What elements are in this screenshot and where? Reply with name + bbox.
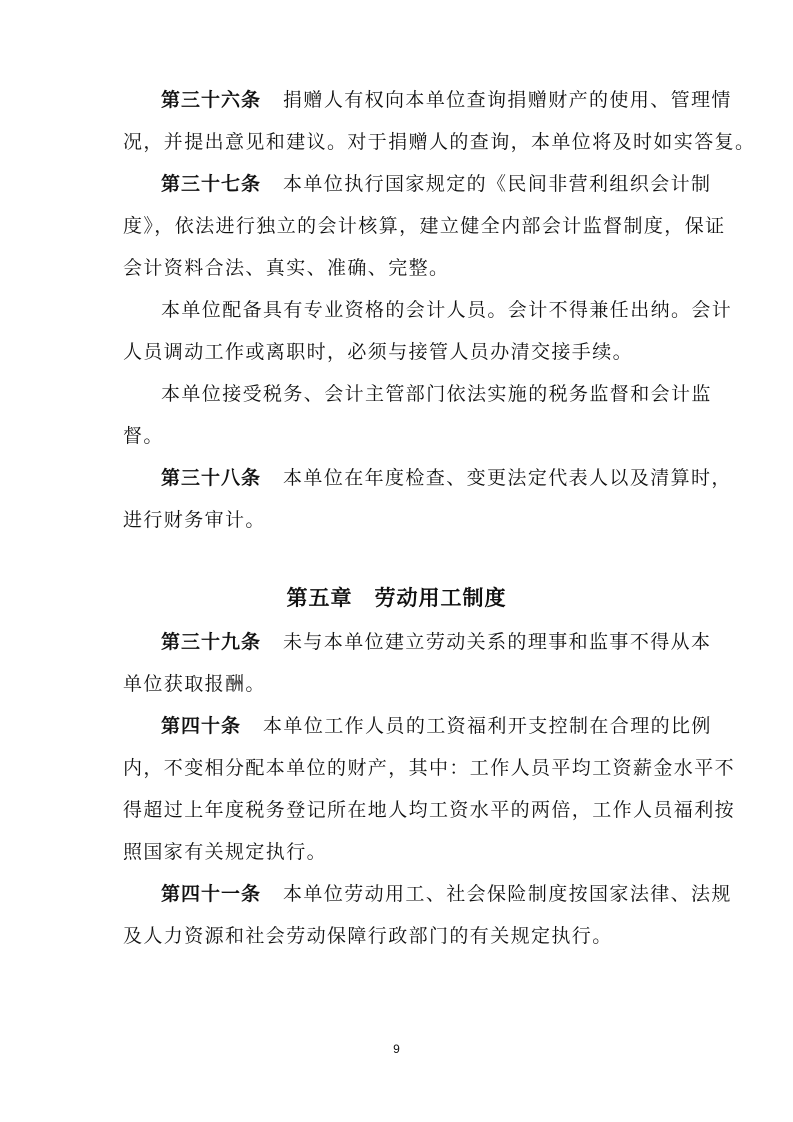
art39-line-2 bbox=[0, 672, 793, 696]
art40-line-3 bbox=[0, 798, 793, 822]
art36-text-1: 捐赠人有权向本单位查询捐赠财产的使用、管理情 bbox=[283, 89, 732, 111]
art39-text-2: 单位获取报酬。 bbox=[123, 673, 266, 695]
art37-para2-text-1: 本单位配备具有专业资格的会计人员。会计不得兼任出纳。会计 bbox=[161, 299, 733, 321]
art37-para3-line-2 bbox=[0, 424, 793, 448]
art40-line-4 bbox=[0, 840, 793, 864]
art41-title: 第四十一条 bbox=[161, 883, 262, 905]
art41-text-2: 及人力资源和社会劳动保障行政部门的有关规定执行。 bbox=[123, 925, 613, 947]
art39-text-1: 未与本单位建立劳动关系的理事和监事不得从本 bbox=[283, 631, 712, 653]
art39-line-1 bbox=[0, 630, 793, 654]
art38-text-1: 本单位在年度检查、变更法定代表人以及清算时， bbox=[283, 467, 732, 489]
art37-para2-line-1 bbox=[0, 298, 793, 322]
page-number: 9 bbox=[393, 1042, 400, 1056]
art38-line-2 bbox=[0, 508, 793, 532]
art40-text-2: 内，不变相分配本单位的财产，其中：工作人员平均工资薪金水平不 bbox=[123, 757, 736, 779]
art37-para3-line-1 bbox=[0, 382, 793, 406]
art41-line-1 bbox=[0, 882, 793, 906]
art37-text-2: 度》，依法进行独立的会计核算，建立健全内部会计监督制度，保证 bbox=[123, 215, 726, 237]
art39-title: 第三十九条 bbox=[161, 631, 262, 653]
art37-para2-line-2 bbox=[0, 340, 793, 364]
art37-line-2 bbox=[0, 214, 793, 238]
art38-text-2: 进行财务审计。 bbox=[123, 509, 266, 531]
art40-line-2 bbox=[0, 756, 793, 780]
art40-line-1 bbox=[0, 714, 793, 738]
art41-line-2 bbox=[0, 924, 793, 948]
chapter-number: 第五章 bbox=[286, 586, 353, 610]
art36-title: 第三十六条 bbox=[161, 89, 262, 111]
art38-line-1 bbox=[0, 466, 793, 490]
art36-text-2: 况，并提出意见和建议。对于捐赠人的查询，本单位将及时如实答复。 bbox=[123, 131, 756, 153]
art37-line-3 bbox=[0, 256, 793, 280]
chapter-title: 劳动用工制度 bbox=[374, 586, 507, 610]
art37-line-1 bbox=[0, 172, 793, 196]
art41-text-1: 本单位劳动用工、社会保险制度按国家法律、法规 bbox=[283, 883, 732, 905]
art36-line-2 bbox=[0, 130, 793, 154]
art38-title: 第三十八条 bbox=[161, 467, 262, 489]
art37-para3-text-1: 本单位接受税务、会计主管部门依法实施的税务监督和会计监 bbox=[161, 383, 712, 405]
chapter-heading bbox=[0, 584, 793, 612]
art40-text-4: 照国家有关规定执行。 bbox=[123, 841, 328, 863]
art37-text-3: 会计资料合法、真实、准确、完整。 bbox=[123, 257, 450, 279]
art37-title: 第三十七条 bbox=[161, 173, 262, 195]
art40-title: 第四十条 bbox=[161, 715, 242, 737]
art37-text-1: 本单位执行国家规定的《民间非营利组织会计制 bbox=[283, 173, 712, 195]
art37-para2-text-2: 人员调动工作或离职时，必须与接管人员办清交接手续。 bbox=[123, 341, 634, 363]
art40-text-1: 本单位工作人员的工资福利开支控制在合理的比例 bbox=[263, 715, 712, 737]
art36-line-1 bbox=[0, 88, 793, 112]
art40-text-3: 得超过上年度税务登记所在地人均工资水平的两倍，工作人员福利按 bbox=[123, 799, 736, 821]
art37-para3-text-2: 督。 bbox=[123, 425, 164, 447]
